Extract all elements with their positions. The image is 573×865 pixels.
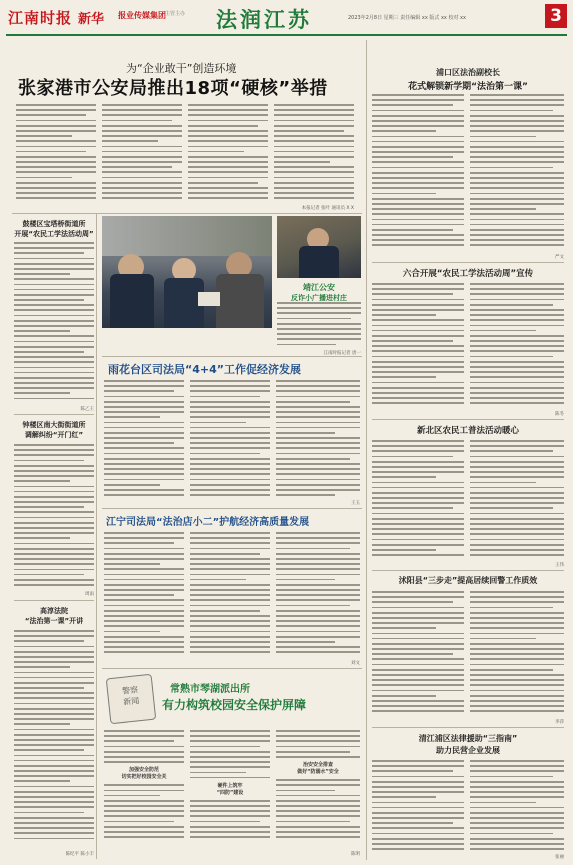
newspaper-logo: 江南时报 — [8, 9, 73, 27]
mid-story-2-col-3 — [276, 532, 360, 660]
lead-kicker: 为“企业敢干”创造环境 — [126, 62, 237, 75]
sub-b-2: “四防”建设 — [216, 789, 244, 796]
right-story-1-col-1 — [372, 94, 464, 254]
lead-body-col-4 — [274, 104, 354, 204]
left-story-1-title-b: 开展“农民工学法活动周” — [14, 230, 94, 238]
police-stamp — [106, 674, 157, 725]
lead-bottom-rule — [12, 213, 362, 214]
sub-b-1: 硬件上筑牢 — [217, 782, 243, 789]
mid-story-3-sub-b — [190, 782, 270, 796]
mid-rule-1 — [102, 356, 362, 357]
page-number: 3 — [545, 4, 567, 28]
right-story-1-byline: 严文 — [555, 255, 564, 260]
right-rule-3 — [372, 570, 564, 571]
left-rule-1 — [14, 414, 94, 415]
mid-story-3-sub-c — [276, 761, 360, 775]
left-col-rule — [96, 214, 97, 859]
sub-c-1: 治安安全排查 — [302, 762, 333, 769]
right-story-4-byline: 李萍 — [555, 720, 564, 725]
left-story-2-title: 钟楼区南大街街道所 — [22, 421, 86, 429]
sub-a-1: 加强安全防范 — [128, 767, 159, 774]
right-story-5-byline: 张丽 — [555, 855, 564, 860]
photo-caption-byline: 江南时报记者 唐一 — [323, 351, 361, 356]
right-story-4-col-1 — [372, 591, 464, 719]
mid-story-2-headline: 江宁司法局“法治店小二”护航经济高质量发展 — [106, 517, 310, 528]
issue-info: 2023年2月8日 星期三 责任编辑 xx 版式 xx 校对 xx — [348, 15, 466, 21]
mid-story-1-col-3 — [276, 380, 360, 500]
right-story-4-headline: 沭阳县“三步走”提高居续回警工作质效 — [398, 576, 538, 585]
mid-rule-2 — [102, 508, 362, 509]
police-photo-right — [277, 216, 361, 278]
mid-story-3-col-1 — [104, 730, 184, 855]
lead-body-col-2 — [102, 104, 182, 204]
right-story-2-col-1 — [372, 283, 464, 411]
police-photo — [102, 216, 272, 328]
right-story-2-headline: 六合开展“农民工学法活动周”宣传 — [402, 269, 534, 279]
right-story-1-headline: 花式解锁新学期“法治第一课” — [408, 82, 528, 92]
mid-story-2-col-2 — [190, 532, 270, 660]
left-story-3-title: 高淳法院 — [40, 607, 68, 615]
mid-rule-3 — [102, 668, 362, 669]
left-story-2-byline: 周雨 — [85, 592, 94, 597]
group-sub: 主管主办 — [165, 11, 186, 17]
left-story-1-byline: 陈乙王 — [80, 407, 94, 412]
right-story-1-kicker: 浦口区法治副校长 — [436, 68, 500, 77]
right-story-5-col-1 — [372, 760, 464, 856]
left-story-2-title-b: 调解纠纷“开门红” — [24, 431, 84, 439]
lead-byline: 本报记者 张叶 通讯员 X X — [301, 206, 354, 211]
group-name: 报业传媒集团 — [118, 11, 166, 20]
right-story-2-byline: 陈冬 — [555, 412, 564, 417]
masthead — [6, 4, 567, 32]
right-rule-1 — [372, 262, 564, 263]
mid-story-1-col-1 — [104, 380, 184, 500]
mid-story-3-headline: 有力构筑校园安全保护屏障 — [162, 698, 307, 712]
left-story-1-headline — [14, 219, 94, 239]
mid-story-1-headline: 雨花台区司法局“4+4”工作促经济发展 — [108, 363, 301, 376]
photo-caption-body — [277, 302, 361, 348]
left-story-1-body — [14, 242, 94, 407]
left-story-2-headline — [14, 420, 94, 440]
right-rule-4 — [372, 727, 564, 728]
left-story-3-body — [14, 630, 94, 850]
left-rule-2 — [14, 600, 94, 601]
stamp-line-2: 新闻 — [122, 696, 140, 707]
left-story-3-title-b: “法治第一课”开讲 — [24, 617, 84, 625]
right-story-2-col-2 — [470, 283, 564, 411]
right-story-1-col-2 — [470, 94, 564, 254]
left-story-3-byline: 陈纪平 陈小丰 — [65, 852, 94, 857]
mid-story-3-byline: 陈明 — [351, 852, 360, 857]
right-story-3-byline: 王伟 — [555, 563, 564, 568]
mid-story-3-sub-a — [104, 766, 184, 780]
mid-story-1-byline: 王玉 — [351, 501, 360, 506]
right-story-5-kicker: 清江浦区法律援助“三指南” — [418, 734, 518, 743]
right-story-3-col-2 — [470, 440, 564, 562]
stamp-line-1: 警察 — [121, 685, 139, 696]
left-story-3-headline — [14, 606, 94, 626]
right-rule-2 — [372, 419, 564, 420]
right-col-rule — [366, 40, 367, 860]
left-story-1-title: 鼓楼区宝塔桥街道所 — [22, 220, 86, 228]
mid-story-3-col-3 — [276, 730, 360, 855]
masthead-rule — [6, 34, 567, 36]
right-story-3-col-1 — [372, 440, 464, 562]
right-story-4-col-2 — [470, 591, 564, 719]
photo-caption — [277, 282, 361, 303]
lead-body-col-1 — [16, 104, 96, 204]
lead-headline: 张家港市公安局推出18项“硬核”举措 — [18, 78, 328, 99]
mid-story-3-kicker: 常熟市琴湖派出所 — [170, 684, 250, 695]
photo-caption-subtitle: 反诈小广播进村庄 — [291, 294, 347, 302]
mid-story-3-col-2 — [190, 730, 270, 855]
right-story-5-headline: 助力民营企业发展 — [436, 746, 500, 755]
mid-story-1-col-2 — [190, 380, 270, 500]
right-story-3-headline: 新北区农民工普法活动暖心 — [416, 426, 519, 436]
lead-body-col-3 — [188, 104, 268, 204]
mid-story-2-col-1 — [104, 532, 184, 660]
section-title: 法润江苏 — [216, 7, 312, 32]
photo-caption-title: 靖江公安 — [303, 283, 335, 292]
sub-c-2: 做好“防溺水”安全 — [297, 769, 339, 776]
mid-story-2-byline: 刘文 — [351, 661, 360, 666]
group-logo: 新华 — [78, 12, 105, 27]
left-story-2-body — [14, 444, 94, 589]
sub-a-2: 切实把好校园安全关 — [121, 774, 167, 781]
right-story-5-col-2 — [470, 760, 564, 856]
